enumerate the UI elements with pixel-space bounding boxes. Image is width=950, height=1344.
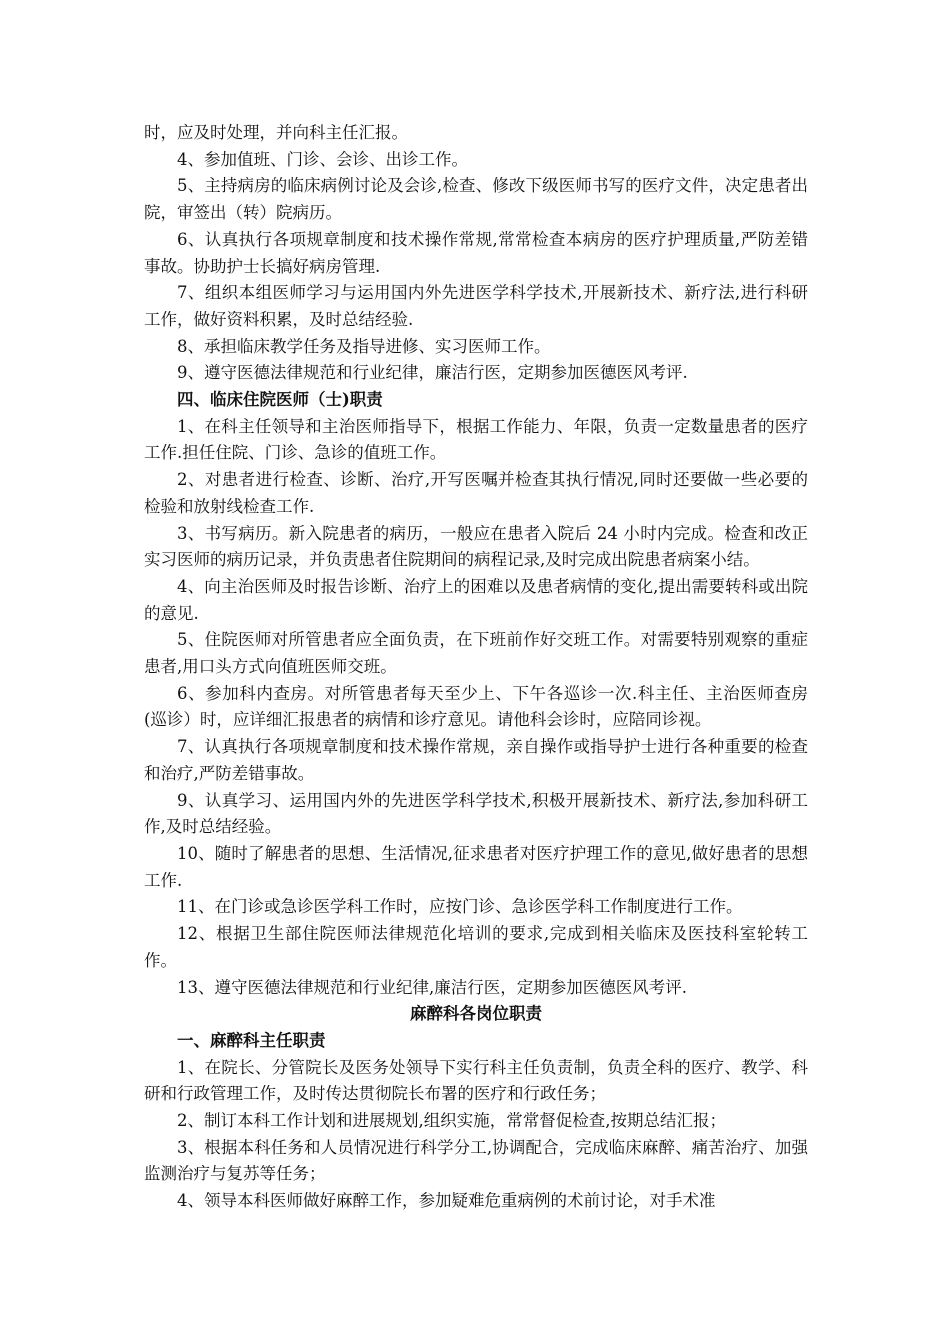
paragraph: 1、在科主任领导和主治医师指导下，根据工作能力、年限，负责一定数量患者的医疗工作.担任住院、门诊、急诊的值班工作。 [144, 416, 808, 463]
paragraph: 9、认真学习、运用国内外的先进医学科学技术,积极开展新技术、新疗法,参加科研工作,及时总结经验。 [144, 790, 808, 837]
paragraph: 5、住院医师对所管患者应全面负责，在下班前作好交班工作。对需要特别观察的重症患者,用口头方式向值班医师交班。 [144, 630, 808, 677]
paragraph: 13、遵守医德法律规范和行业纪律,廉洁行医，定期参加医德医风考评. [177, 977, 687, 997]
paragraph: 6、参加科内查房。对所管患者每天至少上、下午各巡诊一次.科主任、主治医师查房(巡诊）时，应详细汇报患者的病情和诊疗意见。请他科会诊时，应陪同诊视。 [144, 683, 808, 730]
paragraph: 4、领导本科医师做好麻醉工作，参加疑难危重病例的术前讨论，对手术准 [177, 1191, 716, 1211]
document-page [144, 120, 808, 1215]
paragraph: 3、根据本科任务和人员情况进行科学分工,协调配合，完成临床麻醉、痛苦治疗、加强监测治疗与复苏等任务； [144, 1137, 808, 1184]
paragraph: 2、制订本科工作计划和进展规划,组织实施，常常督促检查,按期总结汇报； [177, 1111, 726, 1131]
paragraph: 4、参加值班、门诊、会诊、出诊工作。 [177, 149, 468, 169]
paragraph: 7、认真执行各项规章制度和技术操作常规，亲自操作或指导护士进行各种重要的检查和治疗,严防差错事故。 [144, 737, 808, 783]
document-title: 麻醉科各岗位职责 [410, 1004, 542, 1024]
paragraph: 6、认真执行各项规章制度和技术操作常规,常常检查本病房的医疗护理质量,严防差错事故。协助护士长搞好病房管理. [144, 229, 808, 276]
paragraph: 4、向主治医师及时报告诊断、治疗上的困难以及患者病情的变化,提出需要转科或出院的意见. [144, 576, 808, 623]
paragraph: 2、对患者进行检查、诊断、治疗,开写医嘱并检查其执行情况,同时还要做一些必要的检验和放射线检查工作. [144, 470, 808, 516]
paragraph: 8、承担临床教学任务及指导进修、实习医师工作。 [177, 336, 551, 356]
paragraph: 10、随时了解患者的思想、生活情况,征求患者对医疗护理工作的意见,做好患者的思想工作. [144, 843, 808, 890]
paragraph: 1、在院长、分管院长及医务处领导下实行科主任负责制，负责全科的医疗、教学、科研和行政管理工作，及时传达贯彻院长布署的医疗和行政任务； [144, 1057, 808, 1104]
paragraph: 5、主持病房的临床病例讨论及会诊,检查、修改下级医师书写的医疗文件，决定患者出院，审签出（转）院病历。 [144, 176, 808, 223]
paragraph: 3、书写病历。新入院患者的病历，一般应在患者入院后 24 小时内完成。检查和改正实习医师的病历记录，并负责患者住院期间的病程记录,及时完成出院患者病案小结。 [144, 523, 808, 570]
paragraph: 12、根据卫生部住院医师法律规范化培训的要求,完成到相关临床及医技科室轮转工作。 [144, 924, 808, 970]
paragraph: 11、在门诊或急诊医学科工作时，应按门诊、急诊医学科工作制度进行工作。 [177, 897, 743, 917]
paragraph: 7、组织本组医师学习与运用国内外先进医学科学技术,开展新技术、新疗法,进行科研工作，做好资料积累，及时总结经验. [144, 283, 808, 329]
paragraph: 9、遵守医德法律规范和行业纪律，廉洁行医，定期参加医德医风考评. [177, 363, 688, 383]
paragraph: 时，应及时处理，并向科主任汇报。 [144, 123, 408, 142]
section-heading: 四、临床住院医师（士)职责 [177, 390, 383, 410]
section-heading: 一、麻醉科主任职责 [177, 1030, 326, 1050]
